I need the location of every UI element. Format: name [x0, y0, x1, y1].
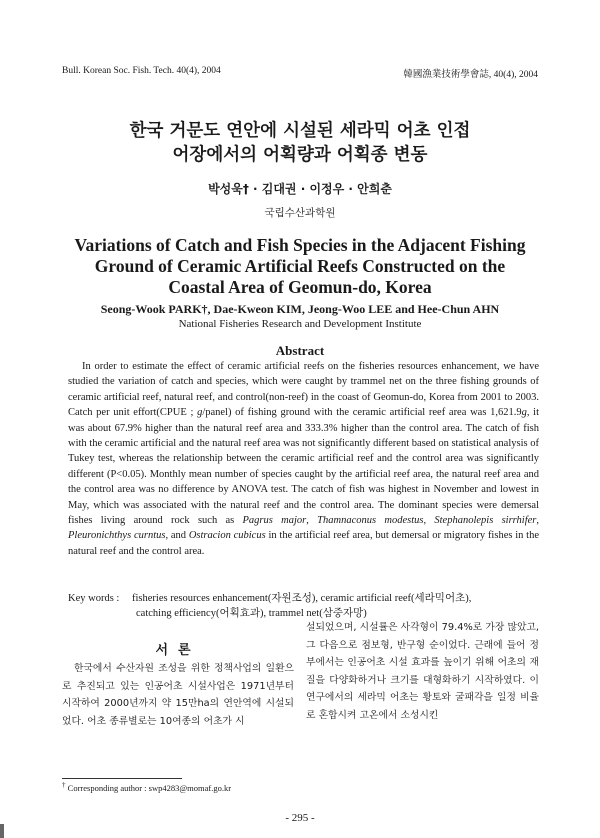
page-number: - 295 -: [285, 812, 315, 824]
footnote-text: Corresponding author : swp4283@momaf.go.kr: [67, 782, 232, 793]
intro-right-column: 설되었으며, 시설률은 사각형이 79.4%로 가장 많았고, 그 다음으로 점보형, 반구형 순이었다. 근래에 들어 정부에서는 인공어초 시설 효과를 높이기 위해 어초의 재질을 다양화하거나 크기를 대형화하기 시작하였다. 이 연구에서의 세라믹 어초는 황토와 굴패각을 일정 비율로 혼합시켜 고온에서 소성시킨: [306, 622, 539, 721]
species-name: Stephanolepis sirrhifer: [434, 515, 537, 527]
english-affiliation: National Fisheries Research and Development Institute: [178, 318, 422, 330]
footnote-rule: [62, 778, 182, 779]
cpue-unit: g: [197, 407, 203, 419]
species-name: Pleuronichthys curntus: [68, 530, 166, 542]
korean-authors: 박성욱† · 김대권 · 이정우 · 안희춘: [208, 182, 392, 196]
catch-unit: g: [521, 407, 527, 419]
english-title-line-2: Ground of Ceramic Artificial Reefs Constructed on the: [94, 256, 506, 276]
section-title: 서론: [155, 643, 201, 658]
keywords-line-2: catching efficiency(어획효과), trammel net(삼중자망): [136, 608, 367, 619]
abstract-part-3: , it was about 67.9% higher than the natural reef area and 333.3% higher than the control area. The catch of fish with the ceramic artificial and the natural reef area was not significantly different based on statistical analysis of Tukey test, whereas the relationship between the ceramic artificial reef and the control area was significantly different (P<0.05). Monthly mean number of species caught by the artificial reef area, the natural reef area and the control area was no difference by ANOVA test. The catch of fish was highest in November and lowest in May, which was associated with the natural reef and the control area. The dominant species were demersal fishes living around rock such as: [68, 407, 539, 527]
page-edge-mark: [0, 824, 4, 838]
abstract-heading: Abstract: [275, 343, 325, 358]
species-name: Pagrus major: [242, 515, 307, 527]
abstract-part-4: in the artificial reef area, but demersal or migratory fishes in the natural reef and the control area.: [68, 530, 539, 557]
journal-header-left: Bull. Korean Soc. Fish. Tech. 40(4), 2004: [62, 66, 221, 76]
keywords: [68, 591, 539, 621]
species-name: Thamnaconus modestus: [317, 515, 424, 527]
english-title-line-3: Coastal Area of Geomun-do, Korea: [168, 277, 432, 297]
species-name: Ostracion cubicus: [188, 530, 266, 542]
journal-header-right: 韓國漁業技術學會誌, 40(4), 2004: [403, 70, 538, 80]
abstract-body: In order to estimate the effect of ceramic artificial reefs on the fisheries resources enhancement, we have studied the variation of catch and species, which were caught by trammel net on the three fishing grounds of ceramic artificial reef, natural reef, and control(non-reef) in the coast of Geomun-do, Korea from 2001 to 2003. Catch per unit effort(CPUE ; g/panel) of fishing ground with the ceramic artificial reef area was 1,621.9g, it was about 67.9% higher than the natural reef area and 333.3% higher than the control area. The catch of fish with the ceramic artificial and the natural reef area was not significantly different based on statistical analysis of Tukey test, whereas the relationship between the ceramic artificial reef and the control area was significantly different (P<0.05). Monthly mean number of species caught by the artificial reef area, the natural reef area and the control area was no difference by ANOVA test. The catch of fish was highest in November and lowest in May, which was associated with the natural reef and the control area. The dominant species were demersal fishes living around rock such as Pagrus major, Thamnaconus modestus, Stephanolepis sirrhifer, Pleuronichthys curntus, and Ostracion cubicus in the artificial reef area, but demersal or migratory fishes in the natural reef and the control area.: [68, 361, 540, 557]
intro-left-column: 한국에서 수산자원 조성을 위한 정책사업의 일환으로 추진되고 있는 인공어초 시설사업은 1971년부터 시작하여 2000년까지 약 15만ha의 연안역에 시설되었다. 어초 종류별로는 10여종의 어초가 시: [62, 663, 294, 727]
abstract-part-2: /panel) of fishing ground with the ceramic artificial reef area was 1,621.9: [202, 407, 522, 419]
korean-title-line-1: 한국 거문도 연안에 시설된 세라믹 어초 인접: [129, 121, 471, 141]
english-authors: Seong-Wook PARK†, Dae-Kweon KIM, Jeong-Woo LEE and Hee-Chun AHN: [100, 302, 500, 316]
keywords-line-1: [68, 591, 539, 606]
keywords-text-1: fisheries resources enhancement(자원조성), ceramic artificial reef(세라믹어초),: [132, 593, 472, 604]
keywords-label: Key words :: [68, 593, 120, 604]
and-word: and: [170, 530, 187, 542]
korean-title-line-2: 어장에서의 어획량과 어획종 변동: [172, 145, 428, 165]
abstract-part-1: In order to estimate the effect of ceramic artificial reefs on the fisheries resources enhancement, we have studied the variation of catch and species, which were caught by trammel net on the three fishing grounds of ceramic artificial reef, natural reef, and control(non-reef) in the coast of Geomun-do, Korea from 2001 to 2003. Catch per unit effort(CPUE ;: [68, 361, 539, 419]
footnote: [62, 781, 231, 793]
korean-affiliation: 국립수산과학원: [264, 207, 336, 219]
footnote-marker: †: [62, 781, 66, 789]
english-title-line-1: Variations of Catch and Fish Species in the Adjacent Fishing: [74, 235, 526, 255]
